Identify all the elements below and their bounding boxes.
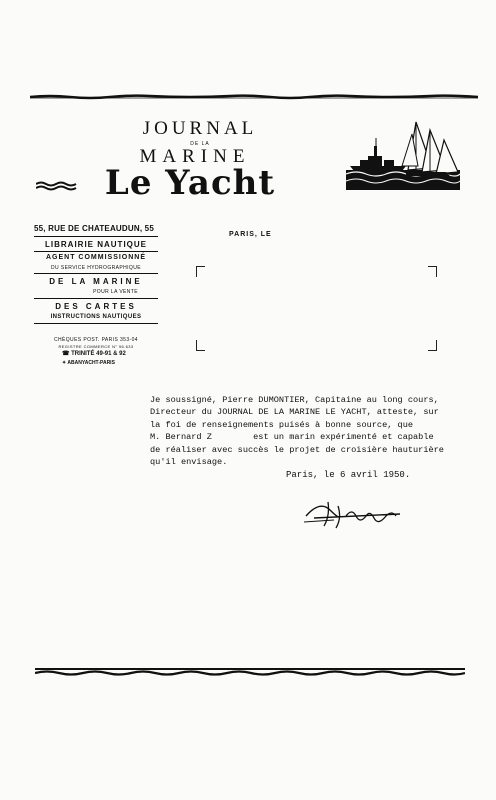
window-corner-bottom-right	[428, 340, 437, 351]
wave-ornament-icon	[36, 181, 80, 191]
letter-body: Je soussigné, Pierre DUMONTIER, Capitaine au long cours, Directeur du JOURNAL DE LA MARINE LE YACHT, atteste, sur la foi de renseignements puisés à bonne source, que M. Bernard Z est un marin expérimenté et capable de réaliser avec succès le projet de croisière hauturière qu'il envisage.	[150, 395, 444, 468]
window-corner-bottom-left	[196, 340, 205, 351]
registre-commerce: REGISTRE COMMERCE N° 96.633	[58, 344, 134, 349]
divider	[34, 298, 158, 299]
service-cartes: DES CARTES	[55, 302, 137, 311]
service-librairie: LIBRAIRIE NAUTIQUE	[45, 240, 147, 249]
divider	[34, 323, 158, 324]
telegraph-address: ABANYACHT-PARIS	[67, 360, 115, 366]
service-vente: POUR LA VENTE	[93, 289, 138, 295]
window-corner-top-left	[196, 266, 205, 277]
telegraph	[62, 360, 115, 366]
service-marine: DE LA MARINE	[49, 277, 143, 286]
telegraph-icon: ✦	[62, 360, 68, 366]
telephone-icon: ☎	[62, 351, 72, 357]
masthead-marine: MARINE	[139, 146, 251, 167]
masthead-de-la: DE LA	[190, 141, 210, 147]
divider	[34, 251, 158, 252]
service-agent: AGENT COMMISSIONNÉ	[45, 254, 147, 261]
window-corner-top-right	[428, 266, 437, 277]
place-label: PARIS, LE	[229, 231, 272, 238]
service-instructions: INSTRUCTIONS NAUTIQUES	[50, 314, 142, 320]
service-hydro: DU SERVICE HYDROGRAPHIQUE	[51, 265, 141, 271]
address: 55, RUE DE CHATEAUDUN, 55	[34, 224, 154, 233]
signature	[300, 496, 408, 530]
divider	[34, 236, 158, 237]
bottom-decorative-rule	[35, 666, 465, 676]
top-decorative-rule	[30, 94, 478, 100]
ships-illustration-icon	[346, 118, 460, 194]
masthead-journal: JOURNAL	[142, 118, 258, 139]
cheques-postaux: CHÈQUES POST. PARIS 353-04	[54, 337, 138, 343]
telephone-number: TRINITÉ 49-91 & 92	[71, 351, 126, 357]
masthead-le-yacht: Le Yacht	[104, 163, 276, 203]
telephone	[62, 350, 126, 357]
divider	[34, 273, 158, 274]
letter-date: Paris, le 6 avril 1950.	[286, 470, 411, 480]
